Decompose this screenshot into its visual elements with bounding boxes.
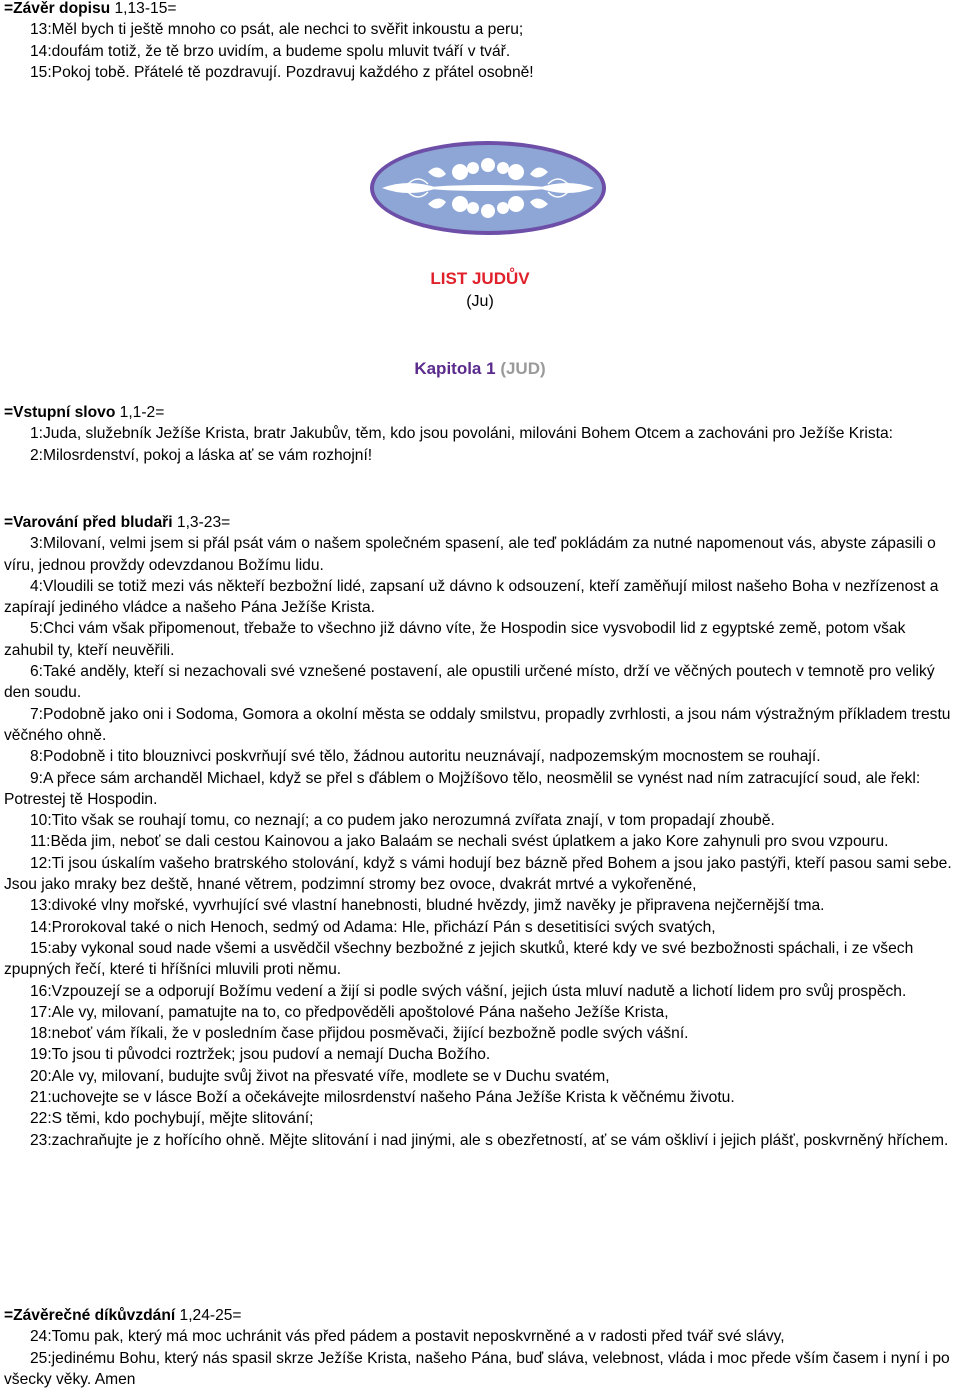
verse: 23:zachraňujte je z hořícího ohně. Mějte slitování i nad jinými, ale s obezřetností, ať se vám oškliví i jejich plášť, poskvrněný hříchem.	[30, 1131, 949, 1149]
verse: 24:Tomu pak, který má moc uchránit vás před pádem a postavit neposkvrněné a v radosti před tvář své slávy,	[30, 1328, 785, 1346]
verse: 5:Chci vám však připomenout, třebaže to všechno již dávno víte, že Hospodin sice vysvobodil lid z egyptské země, potom však zahubil ty, kteří neuvěřili.	[4, 620, 906, 659]
verse: 6:Také anděly, kteří si nezachovali své vznešené postavení, ale opustili určené místo, drží ve věčných poutech v temnotě pro veliký den soudu.	[4, 663, 935, 702]
verse: 11:Běda jim, neboť se dali cestou Kainovou a jako Balaám se nechali svést úplatkem a jako Kore zahynuli pro svou vzpouru.	[30, 833, 889, 851]
verse: 1:Juda, služebník Ježíše Krista, bratr Jakubův, těm, kdo jsou povoláni, milováni Bohem Otcem a zachováni pro Ježíše Krista:	[30, 425, 893, 443]
section-heading: =Závěr dopisu 1,13-15=	[4, 0, 177, 17]
verse: 10:Tito však se rouhají tomu, co neznají; a co pudem jako nerozumná zvířata znají, v tom propadají zhoubě.	[30, 812, 775, 830]
book-title: LIST JUDŮV	[430, 269, 530, 288]
verse: 4:Vloudili se totiž mezi vás někteří bezbožní lidé, zapsaní už dávno k odsouzení, kteří zaměňují milost našeho Boha v nezřízenost a zapírají jediného vládce a našeho Pána Ježíše Krista.	[4, 577, 939, 617]
verse: 8:Podobně i tito blouznivci poskvrňují své tělo, žádnou autoritu neuznávají, nadpozemským mocnostem se rouhají.	[30, 748, 821, 766]
verse: 25:jedinému Bohu, který nás spasil skrze Ježíše Krista, našeho Pána, buď sláva, velebnost, vláda i moc přede vším časem i nyní i po všecky věky. Amen	[4, 1349, 950, 1388]
verse: 20:Ale vy, milovaní, budujte svůj život na přesvaté víře, modlete se v Duchu svatém,	[30, 1067, 610, 1085]
section-heading: =Varování před bludaři 1,3-23=	[4, 514, 231, 531]
verse: 9:A přece sám archanděl Michael, když se přel s ďáblem o Mojžíšovo tělo, neosmělil se vynést nad ním zatracující soud, ale řekl: Potrestej tě Hospodin.	[4, 769, 921, 808]
verse: 15:Pokoj tobě. Přátelé tě pozdravují. Pozdravuj každého z přátel osobně!	[30, 63, 534, 81]
verse: 14:doufám totiž, že tě brzo uvidím, a budeme spolu mluvit tváří v tvář.	[30, 42, 511, 60]
section-vstupni-slovo	[4, 402, 958, 466]
verse: 22:S těmi, kdo pochybují, mějte slitování;	[30, 1110, 314, 1128]
verse: 12:Ti jsou úskalím vašeho bratrského stolování, když s vámi hodují bez bázně před Bohem a jsou jako pastýři, kteří pasou sami sebe. Jsou jako mraky bez deště, hnané větrem, podzimní stromy bez ovoce, dvakrát mrtvé a vykořeněné,	[4, 854, 952, 894]
chapter-abbreviation: (JUD)	[500, 359, 546, 378]
verse: 19:To jsou ti původci roztržek; jsou pudoví a nemají Ducha Božího.	[30, 1046, 491, 1064]
section-zaver-dopisu	[4, 0, 958, 83]
section-heading: =Vstupní slovo 1,1-2=	[4, 404, 165, 421]
chapter-heading	[0, 358, 960, 379]
verse: 13:Měl bych ti ještě mnoho co psát, ale nechci to svěřit inkoustu a peru;	[30, 21, 524, 39]
verse: 3:Milovaní, velmi jsem si přál psát vám o našem společném spasení, ale teď pokládám za nutné napomenout vás, abyste zápasili o víru, jednou provždy odevzdanou Božímu lidu.	[4, 535, 936, 574]
verse: 18:neboť vám říkali, že v posledním čase přijdou posměvači, žijící bezbožně podle svých vášní.	[30, 1025, 689, 1043]
verse: 13:divoké vlny mořské, vyvrhující své vlastní hanebnosti, bludné hvězdy, jimž navěky je připravena nejčernější tma.	[30, 897, 825, 915]
section-zaverecne-dikuvzdani	[4, 1305, 958, 1390]
section-varovani-pred-bludari	[4, 512, 958, 1151]
verse: 2:Milosrdenství, pokoj a láska ať se vám rozhojní!	[30, 446, 373, 464]
chapter-label: Kapitola 1	[414, 359, 496, 378]
decorative-oval-ornament	[368, 138, 608, 238]
section-heading: =Závěrečné díkůvzdání 1,24-25=	[4, 1307, 242, 1324]
verse: 17:Ale vy, milovaní, pamatujte na to, co předpověděli apoštolové Pána našeho Ježíše Krista,	[30, 1003, 669, 1021]
verse: 7:Podobně jako oni i Sodoma, Gomora a okolní města se oddaly smilstvu, propadly zvrhlosti, a jsou nám výstražným příkladem trestu věčného ohně.	[4, 705, 951, 744]
book-abbreviation: (Ju)	[466, 293, 494, 310]
verse: 15:aby vykonal soud nade všemi a usvědčil všechny bezbožné z jejich skutků, které kdy ve své bezbožnosti spáchali, i ze všech zpupných řečí, které ti hříšníci mluvili proti němu.	[4, 939, 914, 979]
verse: 21:uchovejte se v lásce Boží a očekávejte milosrdenství našeho Pána Ježíše Krista k věčnému životu.	[30, 1089, 735, 1107]
verse: 14:Prorokoval také o nich Henoch, sedmý od Adama: Hle, přichází Pán s desetitisíci svých svatých,	[30, 918, 716, 936]
verse: 16:Vzpouzejí se a odporují Božímu vedení a žijí si podle svých vášní, jejich ústa mluví nadutě a lichotí lidem pro svůj prospěch.	[30, 982, 907, 1000]
